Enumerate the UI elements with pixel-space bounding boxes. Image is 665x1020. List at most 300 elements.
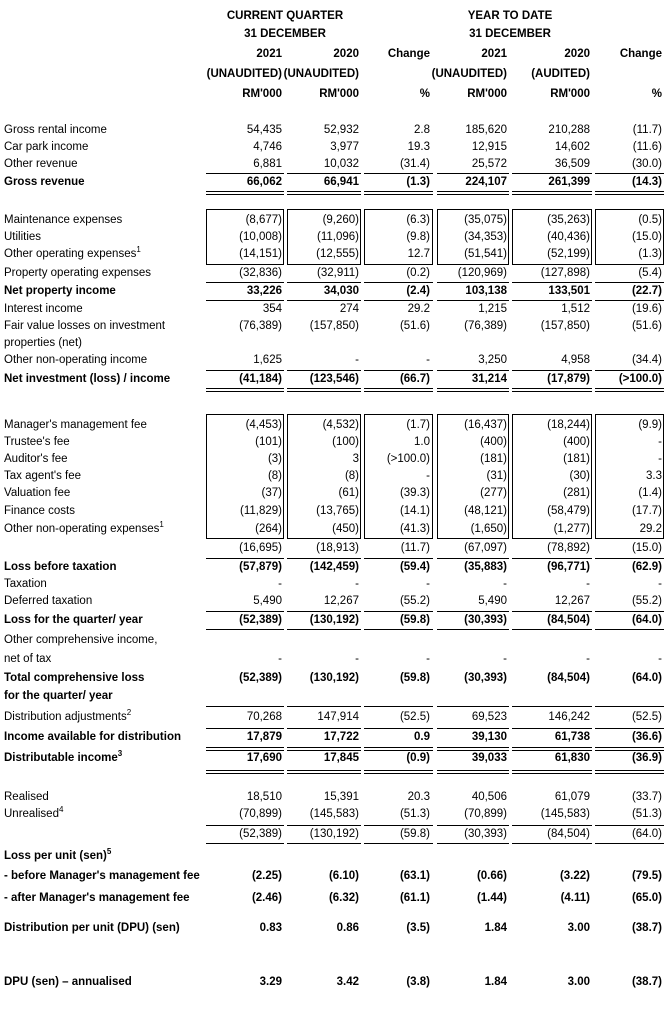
row-value: - bbox=[355, 578, 359, 590]
row-value: (11.6) bbox=[632, 141, 662, 153]
row-value: (6.10) bbox=[328, 870, 359, 882]
row-value: (41.3) bbox=[399, 523, 430, 535]
row-value: (0.66) bbox=[476, 870, 507, 882]
subtotal-rule bbox=[206, 611, 284, 612]
row-value: 25,572 bbox=[471, 158, 507, 170]
total-double-rule bbox=[595, 770, 664, 774]
row-value: (76,389) bbox=[239, 320, 282, 332]
row-value: (400) bbox=[480, 436, 507, 448]
row-value: (33.7) bbox=[631, 791, 662, 803]
row-value: (38.7) bbox=[631, 922, 662, 934]
row-value: (14.1) bbox=[399, 505, 430, 517]
operating-expenses-box bbox=[437, 209, 509, 265]
row-value: (100) bbox=[332, 436, 359, 448]
row-value: (48,121) bbox=[464, 505, 507, 517]
row-value: (66.7) bbox=[399, 373, 430, 385]
fair-value-losses-row bbox=[0, 318, 665, 334]
subtotal-rule bbox=[364, 629, 433, 630]
subtotal-rule bbox=[512, 558, 592, 559]
subtotal-rule bbox=[595, 300, 664, 301]
row-value: (31.4) bbox=[399, 158, 430, 170]
total-double-rule bbox=[206, 747, 284, 751]
total-double-rule bbox=[364, 747, 433, 751]
subtotal-rule bbox=[364, 825, 433, 826]
row-label: properties (net) bbox=[4, 337, 82, 349]
row-value: 66,062 bbox=[246, 176, 282, 188]
row-label: Net investment (loss) / income bbox=[4, 373, 171, 385]
row-value: (181) bbox=[480, 453, 507, 465]
row-value: (9.9) bbox=[638, 419, 662, 431]
subtotal-rule bbox=[437, 728, 509, 729]
row-value: (8,677) bbox=[245, 214, 282, 226]
row-label: Total comprehensive loss bbox=[4, 672, 145, 684]
row-label: Other comprehensive income, bbox=[4, 634, 158, 646]
row-value: (30,393) bbox=[464, 828, 507, 840]
row-value: (264) bbox=[255, 523, 282, 535]
row-value: (36.6) bbox=[631, 731, 662, 743]
subtotal-rule bbox=[287, 300, 361, 301]
row-label: Unrealised$^4$ bbox=[4, 805, 64, 820]
subtotal-rule bbox=[437, 282, 509, 283]
row-label: Net property income bbox=[4, 285, 116, 297]
row-value: 4,746 bbox=[253, 141, 282, 153]
row-label: Car park income bbox=[4, 141, 89, 153]
row-value: (8) bbox=[344, 470, 359, 482]
row-value: (35,075) bbox=[464, 214, 507, 226]
subtotal-rule bbox=[364, 611, 433, 612]
row-value: 1,215 bbox=[478, 303, 507, 315]
row-value: 61,830 bbox=[554, 752, 590, 764]
non-operating-expenses-box bbox=[437, 414, 509, 539]
lpu-before-fee-row bbox=[0, 868, 665, 884]
row-value: 17,690 bbox=[246, 752, 282, 764]
row-value: 5,490 bbox=[478, 595, 507, 607]
row-value: 17,722 bbox=[323, 731, 359, 743]
row-value: (59.8) bbox=[399, 672, 430, 684]
row-value: (84,504) bbox=[547, 614, 590, 626]
subtotal-rule bbox=[595, 825, 664, 826]
row-value: (61.1) bbox=[399, 892, 430, 904]
row-label: Other revenue bbox=[4, 158, 78, 170]
row-value: 3.3 bbox=[646, 470, 662, 482]
row-value: (277) bbox=[480, 487, 507, 499]
row-value: (1,650) bbox=[470, 523, 507, 535]
row-value: 0.83 bbox=[259, 922, 282, 934]
subtotal-rule bbox=[595, 843, 664, 844]
column-header-unit: RM'000 bbox=[550, 88, 590, 100]
row-label: Maintenance expenses bbox=[4, 214, 123, 226]
row-value: (19.6) bbox=[631, 303, 662, 315]
row-value: (13,765) bbox=[316, 505, 359, 517]
row-value: (57,879) bbox=[239, 561, 282, 573]
car-park-income-row bbox=[0, 139, 665, 155]
distribution-adjustments-row bbox=[0, 709, 665, 725]
row-value: 133,501 bbox=[548, 285, 590, 297]
row-value: (52,389) bbox=[239, 614, 282, 626]
row-value: 3.29 bbox=[259, 976, 282, 988]
subtotal-rule bbox=[595, 629, 664, 630]
row-value: (31) bbox=[486, 470, 507, 482]
lpu-after-fee-row bbox=[0, 890, 665, 906]
row-value: (30,393) bbox=[464, 614, 507, 626]
row-value: 3,977 bbox=[330, 141, 359, 153]
subtotal-rule bbox=[437, 611, 509, 612]
subtotal-rule bbox=[287, 370, 361, 371]
row-value: (62.9) bbox=[631, 561, 662, 573]
row-value: 3,250 bbox=[478, 354, 507, 366]
column-header-status: (UNAUDITED) bbox=[431, 68, 507, 80]
row-value: (32,911) bbox=[317, 267, 359, 279]
row-value: (76,389) bbox=[464, 320, 507, 332]
row-value: (63.1) bbox=[399, 870, 430, 882]
row-value: (130,192) bbox=[309, 828, 359, 840]
realised-row bbox=[0, 789, 665, 805]
row-value: (30.0) bbox=[631, 158, 662, 170]
subtotal-rule bbox=[206, 706, 284, 707]
row-value: (130,192) bbox=[309, 614, 359, 626]
row-value: 52,932 bbox=[323, 124, 359, 136]
row-label: Loss per unit (sen)$^5$ bbox=[4, 847, 112, 862]
row-value: 17,879 bbox=[246, 731, 282, 743]
subtotal-rule bbox=[512, 370, 592, 371]
row-value: - bbox=[658, 453, 662, 465]
operating-expenses-box bbox=[287, 209, 361, 265]
row-value: (4,532) bbox=[322, 419, 359, 431]
row-value: 3 bbox=[352, 453, 359, 465]
row-value: 14,602 bbox=[554, 141, 590, 153]
row-label: DPU (sen) – annualised bbox=[4, 976, 132, 988]
net-of-tax-row bbox=[0, 651, 665, 667]
subtotal-rule bbox=[512, 173, 592, 174]
subtotal-rule bbox=[287, 629, 361, 630]
row-value: (51.6) bbox=[399, 320, 430, 332]
row-value: (64.0) bbox=[631, 828, 662, 840]
subtotal-rule bbox=[595, 173, 664, 174]
row-value: (101) bbox=[255, 436, 282, 448]
row-value: 36,509 bbox=[554, 158, 590, 170]
ytd-heading: YEAR TO DATE bbox=[467, 10, 553, 22]
ytd-date: 31 DECEMBER bbox=[469, 28, 551, 40]
total-double-rule bbox=[512, 747, 592, 751]
subtotal-rule bbox=[437, 629, 509, 630]
row-value: 18,510 bbox=[246, 791, 282, 803]
subtotal-rule bbox=[287, 282, 361, 283]
row-value: 61,738 bbox=[554, 731, 590, 743]
subtotal-rule bbox=[437, 300, 509, 301]
total-double-rule bbox=[437, 770, 509, 774]
subtotal-rule bbox=[287, 706, 361, 707]
row-value: (32,836) bbox=[239, 267, 282, 279]
row-value: (51,541) bbox=[464, 248, 507, 260]
row-value: 29.2 bbox=[639, 523, 662, 535]
row-label: Other non-operating income bbox=[4, 354, 148, 366]
row-value: 210,288 bbox=[548, 124, 590, 136]
row-label: Manager's management fee bbox=[4, 419, 147, 431]
row-value: - bbox=[503, 653, 507, 665]
subtotal-rule bbox=[364, 728, 433, 729]
row-value: (0.9) bbox=[406, 752, 430, 764]
row-label: Deferred taxation bbox=[4, 595, 93, 607]
row-value: (14.3) bbox=[631, 176, 662, 188]
row-value: 185,620 bbox=[465, 124, 507, 136]
row-value: (67,097) bbox=[464, 542, 507, 554]
row-value: 12,267 bbox=[554, 595, 590, 607]
row-label: Utilities bbox=[4, 231, 42, 243]
subtotal-rule bbox=[287, 825, 361, 826]
row-value: 15,391 bbox=[323, 791, 359, 803]
distributable-income-row bbox=[0, 750, 665, 766]
row-value: (142,459) bbox=[309, 561, 359, 573]
row-value: (130,192) bbox=[309, 672, 359, 684]
loss-per-unit-row bbox=[0, 848, 665, 864]
row-value: 354 bbox=[262, 303, 282, 315]
row-value: 1,625 bbox=[253, 354, 282, 366]
row-value: 17,845 bbox=[323, 752, 359, 764]
row-value: (61) bbox=[338, 487, 359, 499]
operating-expenses-box bbox=[364, 209, 433, 265]
footnote-marker: 1 bbox=[136, 245, 141, 255]
row-label: for the quarter/ year bbox=[4, 690, 113, 702]
row-value: (3.5) bbox=[406, 922, 430, 934]
row-value: (120,969) bbox=[457, 267, 507, 279]
row-value: 1.84 bbox=[484, 976, 507, 988]
column-header-unit: RM'000 bbox=[242, 88, 282, 100]
total-double-rule bbox=[364, 388, 433, 392]
column-header-year: 2020 bbox=[333, 48, 359, 60]
subtotal-rule bbox=[206, 728, 284, 729]
row-value: (11,096) bbox=[317, 231, 359, 243]
subtotal-rule bbox=[206, 558, 284, 559]
row-value: (1.44) bbox=[476, 892, 507, 904]
column-header-year: 2021 bbox=[256, 48, 282, 60]
total-double-rule bbox=[512, 388, 592, 392]
row-value: (59.4) bbox=[399, 561, 430, 573]
row-value: (>100.0) bbox=[618, 373, 662, 385]
row-value: (39.3) bbox=[399, 487, 430, 499]
row-value: - bbox=[355, 653, 359, 665]
row-value: (35,263) bbox=[547, 214, 590, 226]
row-value: 61,079 bbox=[554, 791, 590, 803]
total-double-rule bbox=[595, 388, 664, 392]
row-value: (51.3) bbox=[399, 808, 430, 820]
footnote-marker: 4 bbox=[58, 805, 64, 815]
row-label: Other non-operating expenses$^1$ bbox=[4, 520, 164, 535]
row-value: (9,260) bbox=[322, 214, 359, 226]
row-value: 39,130 bbox=[471, 731, 507, 743]
row-value: (52.5) bbox=[399, 711, 430, 723]
row-value: (55.2) bbox=[631, 595, 662, 607]
row-value: (9.8) bbox=[406, 231, 430, 243]
row-value: (70,899) bbox=[464, 808, 507, 820]
row-value: (123,546) bbox=[309, 373, 359, 385]
row-value: (4,453) bbox=[245, 419, 282, 431]
row-value: (55.2) bbox=[399, 595, 430, 607]
row-label: Trustee's fee bbox=[4, 436, 70, 448]
row-value: (30) bbox=[569, 470, 590, 482]
footnote-marker: 3 bbox=[117, 749, 123, 759]
subtotal-rule bbox=[512, 300, 592, 301]
subtotal-rule bbox=[512, 825, 592, 826]
row-value: 4,958 bbox=[561, 354, 590, 366]
subtotal-rule bbox=[206, 843, 284, 844]
total-double-rule bbox=[595, 191, 664, 195]
total-double-rule bbox=[287, 388, 361, 392]
subtotal-rule bbox=[206, 629, 284, 630]
row-value: 54,435 bbox=[246, 124, 282, 136]
row-value: (64.0) bbox=[631, 614, 662, 626]
other-non-operating-income-row bbox=[0, 352, 665, 368]
row-value: 3.42 bbox=[336, 976, 359, 988]
row-value: - bbox=[278, 653, 282, 665]
expenses-subtotal-row bbox=[0, 540, 665, 556]
subtotal-rule bbox=[437, 370, 509, 371]
row-value: (11.7) bbox=[632, 124, 662, 136]
row-value: (181) bbox=[563, 453, 590, 465]
subtotal-rule bbox=[364, 370, 433, 371]
column-header-unit: RM'000 bbox=[319, 88, 359, 100]
row-value: (52,389) bbox=[239, 672, 282, 684]
property-operating-expenses-row bbox=[0, 265, 665, 281]
row-value: 1,512 bbox=[561, 303, 590, 315]
row-label: Fair value losses on investment bbox=[4, 320, 166, 332]
row-value: (3) bbox=[267, 453, 282, 465]
row-value: 12,267 bbox=[323, 595, 359, 607]
row-value: (16,695) bbox=[239, 542, 282, 554]
row-value: (59.8) bbox=[399, 828, 430, 840]
gross-rental-income-row bbox=[0, 122, 665, 138]
row-value: - bbox=[586, 653, 590, 665]
row-value: 12,915 bbox=[471, 141, 507, 153]
subtotal-rule bbox=[364, 300, 433, 301]
total-comprehensive-loss-row bbox=[0, 670, 665, 686]
row-value: 66,941 bbox=[323, 176, 359, 188]
row-value: (400) bbox=[563, 436, 590, 448]
row-value: - bbox=[658, 436, 662, 448]
row-value: 1.0 bbox=[414, 436, 430, 448]
column-header-year: 2021 bbox=[481, 48, 507, 60]
subtotal-rule bbox=[287, 558, 361, 559]
loss-for-quarter-row bbox=[0, 612, 665, 628]
row-value: (52.5) bbox=[631, 711, 662, 723]
row-label: Gross rental income bbox=[4, 124, 107, 136]
operating-expenses-box bbox=[206, 209, 284, 265]
row-value: (51.3) bbox=[631, 808, 662, 820]
row-value: (157,850) bbox=[309, 320, 359, 332]
row-value: (18,913) bbox=[316, 542, 359, 554]
subtotal-rule bbox=[206, 173, 284, 174]
total-double-rule bbox=[437, 388, 509, 392]
row-value: (52,389) bbox=[239, 828, 282, 840]
row-label: Distribution per unit (DPU) (sen) bbox=[4, 922, 180, 934]
row-value: (1.3) bbox=[406, 176, 430, 188]
row-value: (3.22) bbox=[559, 870, 590, 882]
non-operating-expenses-box bbox=[595, 414, 664, 539]
row-value: (51.6) bbox=[631, 320, 662, 332]
row-value: (96,771) bbox=[547, 561, 590, 573]
row-value: (70,899) bbox=[239, 808, 282, 820]
row-value: (84,504) bbox=[547, 828, 590, 840]
taxation-row bbox=[0, 576, 665, 592]
row-value: 147,914 bbox=[317, 711, 359, 723]
row-value: (79.5) bbox=[631, 870, 662, 882]
row-value: (145,583) bbox=[540, 808, 590, 820]
row-value: (17.7) bbox=[631, 505, 662, 517]
subtotal-rule bbox=[287, 611, 361, 612]
column-header-year: 2020 bbox=[564, 48, 590, 60]
row-value: (145,583) bbox=[309, 808, 359, 820]
row-label: Other operating expenses$^1$ bbox=[4, 245, 141, 260]
subtotal-rule bbox=[437, 843, 509, 844]
subtotal-rule bbox=[595, 728, 664, 729]
row-label: Distribution adjustments$^2$ bbox=[4, 708, 132, 723]
gross-revenue-row bbox=[0, 174, 665, 190]
column-header-status: (UNAUDITED) bbox=[283, 68, 359, 80]
subtotal-rule bbox=[364, 558, 433, 559]
row-value: 29.2 bbox=[407, 303, 430, 315]
row-value: 12.7 bbox=[407, 248, 430, 260]
total-double-rule bbox=[206, 191, 284, 195]
row-label: Distributable income$^3$ bbox=[4, 749, 123, 764]
row-label: Realised bbox=[4, 791, 49, 803]
row-value: (450) bbox=[332, 523, 359, 535]
operating-expenses-box bbox=[595, 209, 664, 265]
row-value: (16,437) bbox=[464, 419, 507, 431]
row-value: (22.7) bbox=[631, 285, 662, 297]
subtotal-rule bbox=[364, 843, 433, 844]
subtotal-rule bbox=[512, 843, 592, 844]
row-value: (2.4) bbox=[406, 285, 430, 297]
column-header-status: (AUDITED) bbox=[531, 68, 590, 80]
total-double-rule bbox=[206, 770, 284, 774]
row-value: 0.9 bbox=[414, 731, 430, 743]
row-value: 10,032 bbox=[323, 158, 359, 170]
non-operating-expenses-box bbox=[512, 414, 592, 539]
total-double-rule bbox=[595, 747, 664, 751]
row-value: (34.4) bbox=[631, 354, 662, 366]
row-value: - bbox=[426, 653, 430, 665]
row-value: (36.9) bbox=[631, 752, 662, 764]
total-double-rule bbox=[437, 191, 509, 195]
other-comprehensive-income-row bbox=[0, 632, 665, 648]
subtotal-rule bbox=[512, 706, 592, 707]
row-value: - bbox=[426, 578, 430, 590]
row-label: Property operating expenses bbox=[4, 267, 152, 279]
row-value: - bbox=[278, 578, 282, 590]
total-double-rule bbox=[287, 770, 361, 774]
row-value: 3.00 bbox=[567, 976, 590, 988]
row-value: (1,277) bbox=[553, 523, 590, 535]
row-label: - before Manager's management fee bbox=[4, 870, 200, 882]
unrealised-row bbox=[0, 806, 665, 822]
subtotal-rule bbox=[595, 706, 664, 707]
row-value: 103,138 bbox=[465, 285, 507, 297]
total-double-rule bbox=[512, 191, 592, 195]
row-label: Income available for distribution bbox=[4, 731, 182, 743]
subtotal-rule bbox=[206, 300, 284, 301]
row-value: (>100.0) bbox=[386, 453, 430, 465]
dpu-row bbox=[0, 920, 665, 936]
row-label: Interest income bbox=[4, 303, 83, 315]
income-available-row bbox=[0, 729, 665, 745]
row-value: 70,268 bbox=[246, 711, 282, 723]
subtotal-rule bbox=[206, 282, 284, 283]
other-revenue-row bbox=[0, 156, 665, 172]
subtotal-rule bbox=[437, 825, 509, 826]
column-header-status: (UNAUDITED) bbox=[206, 68, 282, 80]
row-value: (40,436) bbox=[547, 231, 590, 243]
row-value: (0.5) bbox=[638, 214, 662, 226]
row-value: 20.3 bbox=[407, 791, 430, 803]
